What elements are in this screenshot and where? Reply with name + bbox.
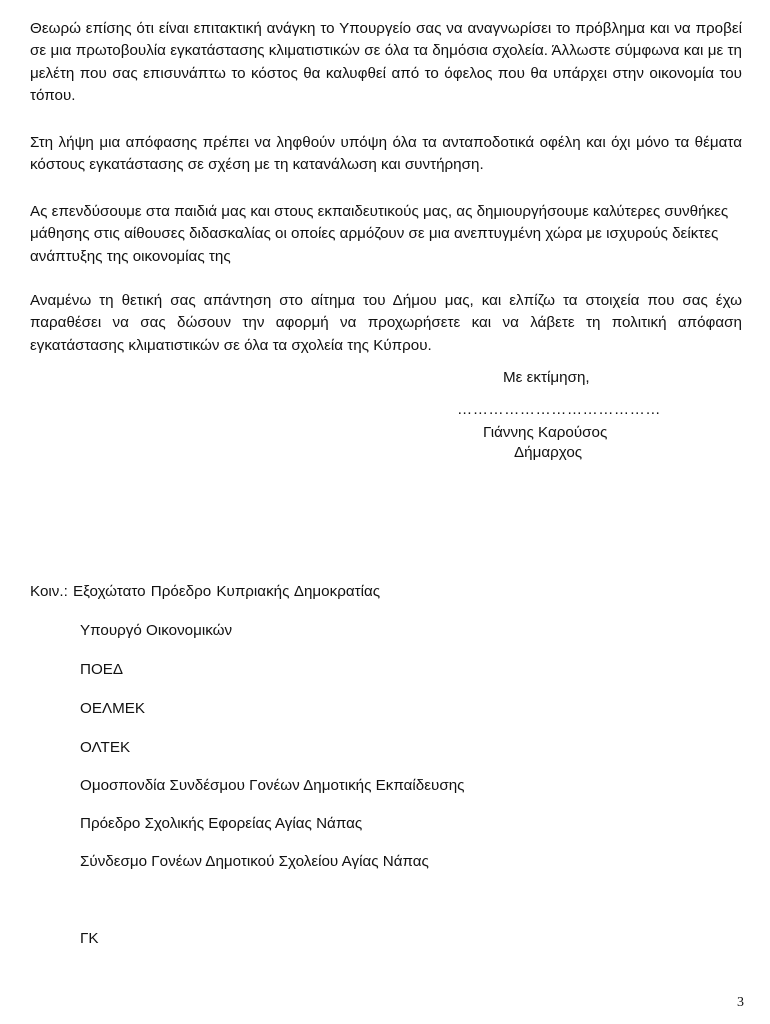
cc-recipient: ΟΕΛΜΕΚ [80,700,145,717]
cc-heading: Κοιν.: Εξοχώτατο Πρόεδρο Κυπριακής Δημοκρατίας [30,583,381,600]
cc-recipient: ΟΛΤΕΚ [80,739,131,756]
cc-recipient: Πρόεδρο Σχολικής Εφορείας Αγίας Νάπας [80,815,363,832]
cc-recipient: Υπουργό Οικονομικών [80,622,233,639]
signature-line: ………………………………… [457,401,661,418]
page-number: 3 [737,995,744,1010]
cc-recipient: ΠΟΕΔ [80,661,124,678]
paragraph-text: Αναμένω τη θετική σας απάντηση στο αίτημα του Δήμου μας, και ελπίζω τα στοιχεία που σας έχω παραθέσει να σας δώσουν την αφορμή να προχωρήσετε και να λάβετε τη πολιτική απόφαση εγκατάστασης κλιματιστικών σε όλα τα σχολεία της Κύπρου. [30,292,742,354]
letter-body-paragraph-3 [30,201,742,268]
cc-recipient: Σύνδεσμο Γονέων Δημοτικού Σχολείου Αγίας Νάπας [80,853,429,870]
cc-recipient: Ομοσπονδία Συνδέσμου Γονέων Δημοτικής Εκπαίδευσης [80,777,465,794]
letter-body-paragraph-2 [30,132,742,177]
letter-body-paragraph-1 [30,18,742,108]
paragraph-text: Ας επενδύσουμε στα παιδιά μας και στους εκπαιδευτικούς μας, ας δημιουργήσουμε καλύτερες συνθήκες μάθησης στις αίθουσες διδασκαλίας οι οποίες αρμόζουν σε μια ανεπτυγμένη χώρα με ισχυρούς δείκτες ανάπτυξης της οικονομίας της [30,203,729,265]
signer-title: Δήμαρχος [514,444,583,461]
signer-name: Γιάννης Καρούσος [483,424,608,441]
letter-body-paragraph-4 [30,290,742,357]
signature-closing: Με εκτίμηση, [503,369,590,386]
paragraph-text: Στη λήψη μια απόφασης πρέπει να ληφθούν υπόψη όλα τα ανταποδοτικά οφέλη και όχι μόνο τα θέματα κόστους εγκατάστασης σε σχέση με τη κατανάλωση και συντήρηση. [30,134,742,174]
reference-initials: ΓΚ [80,930,99,947]
paragraph-text: Θεωρώ επίσης ότι είναι επιτακτική ανάγκη το Υπουργείο σας να αναγνωρίσει το πρόβλημα και να προβεί σε μια πρωτοβουλία εγκατάστασης κλιματιστικών σε όλα τα δημόσια σχολεία. Άλλωστε σύμφωνα και με τη μελέτη που σας επισυνάπτω το κόστος θα καλυφθεί από το όφελος που θα υπάρχει στην οικονομία του τόπου. [30,20,742,105]
